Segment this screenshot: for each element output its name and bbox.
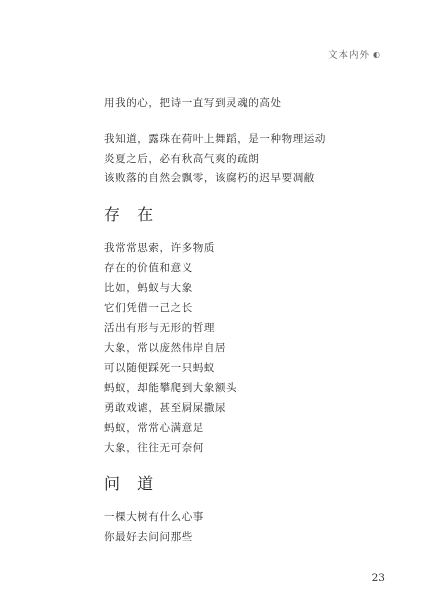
poem-line: 可以随便踩死一只蚂蚁 [104, 362, 215, 374]
poem-line: 蚂蚁，却能攀爬到大象额头 [104, 382, 238, 394]
poem-line: 活出有形与无形的哲理 [104, 322, 215, 334]
poem-line: 大象，往往无可奈何 [104, 442, 204, 454]
poem-line: 大象，常以庞然伟岸自居 [104, 342, 227, 354]
poem-title: 存 在 [104, 205, 160, 224]
poem-line: 你最好去问问那些 [104, 531, 193, 543]
poem-line: 比如，蚂蚁与大象 [104, 282, 193, 294]
poem-line: 用我的心，把诗一直写到灵魂的高处 [104, 97, 282, 109]
poem-line: 一棵大树有什么心事 [104, 511, 204, 523]
running-title: 文本内外 [328, 50, 371, 61]
running-head [328, 47, 381, 61]
poem-title: 问 道 [104, 474, 160, 493]
page-number: 23 [371, 572, 385, 584]
poem-line: 存在的价值和意义 [104, 262, 193, 274]
poem-line: 它们凭借一己之长 [104, 302, 193, 314]
section-mark-icon: ◐ [373, 49, 381, 59]
poem-line: 勇敢戏谑，甚至屙屎撒尿 [104, 402, 227, 414]
poem-line: 该败落的自然会飘零，该腐朽的迟早要凋敝 [104, 172, 315, 184]
poem-line: 炎夏之后，必有秋高气爽的疏朗 [104, 153, 260, 165]
poem-line: 我常常思索，许多物质 [104, 242, 215, 254]
poem-line: 我知道，露珠在荷叶上舞蹈，是一种物理运动 [104, 133, 326, 145]
poem-line: 蚂蚁，常常心满意足 [104, 422, 204, 434]
